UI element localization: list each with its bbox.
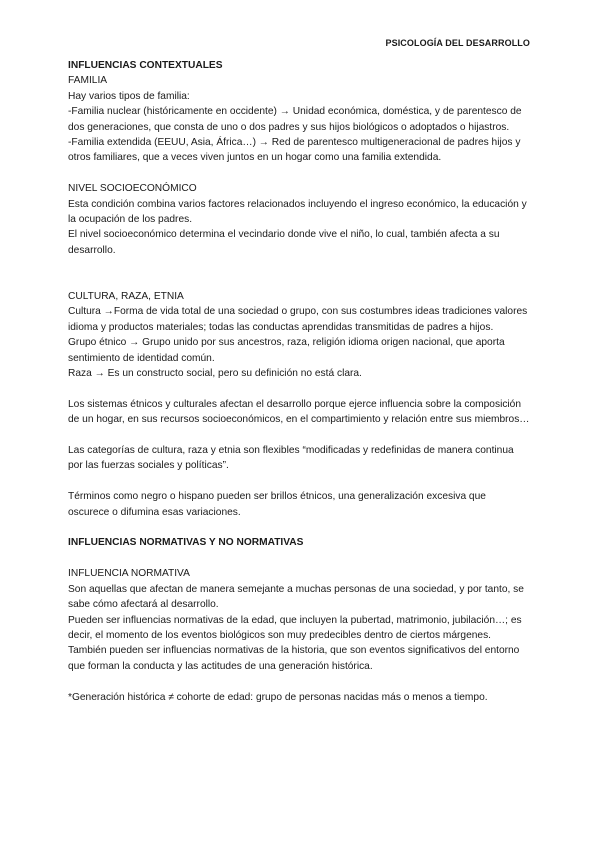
paragraph: Son aquellas que afectan de manera semejante a muchas personas de una sociedad, y por tanto, se sabe cómo afectará al desarrollo. [68,583,524,611]
paragraph: Cultura →Forma de vida total de una sociedad o grupo, con sus costumbres ideas tradiciones valores idioma y productos materiales; todas las conductas aprendidas transmitidas de padres a hijos. [68,306,528,333]
paragraph: -Familia extendida (EEUU, Asia, África…) → Red de parentesco multigeneracional de padres hijos y otros familiares, que a veces viven juntos en un hogar como una familia extendida. [68,137,521,164]
paragraph: Los sistemas étnicos y culturales afectan el desarrollo porque ejerce influencia sobre la composición de un hogar, en sus recursos socioeconómicos, en el compartimiento y relación entre sus miembros… [68,398,530,426]
paragraph: Pueden ser influencias normativas de la edad, que incluyen la pubertad, matrimonio, jubilación…; es decir, el momento de los eventos biológicos son muy predecibles dentro de ciertos márgenes. [68,614,522,641]
paragraph: Las categorías de cultura, raza y etnia son flexibles “modificadas y redefinidas de manera continua por las fuerzas sociales y políticas”. [68,445,514,472]
paragraph: Hay varios tipos de familia: [68,90,190,102]
section-title-contextuales: INFLUENCIAS CONTEXTUALES [68,60,223,71]
footnote: *Generación histórica ≠ cohorte de edad: grupo de personas nacidas más o menos a tiempo. [68,691,488,703]
paragraph: Grupo étnico → Grupo unido por sus ancestros, raza, religión idioma origen nacional, que aporta sentimiento de identidad común. [68,337,505,364]
subheading-nivel-socioeconomico: NIVEL SOCIOECONÓMICO [68,183,197,195]
paragraph: Esta condición combina varios factores relacionados incluyendo el ingreso económico, la educación y la ocupación de los padres. [68,198,527,226]
paragraph: Términos como negro o hispano pueden ser brillos étnicos, una generalización excesiva que oscurece o difumina esas variaciones. [68,491,486,518]
subheading-cultura-raza-etnia: CULTURA, RAZA, ETNIA [68,291,184,303]
paragraph: Raza → Es un constructo social, pero su definición no está clara. [68,368,362,380]
document-body [68,58,530,705]
paragraph: También pueden ser influencias normativas de la historia, que son eventos significativos del entorno que forman la conducta y las actitudes de una generación histórica. [68,645,520,672]
paragraph: El nivel socioeconómico determina el vecindario donde vive el niño, lo cual, también afecta a su desarrollo. [68,229,500,256]
page-header: PSICOLOGÍA DEL DESARROLLO [385,38,530,48]
section-title-normativas: INFLUENCIAS NORMATIVAS Y NO NORMATIVAS [68,537,304,549]
paragraph: -Familia nuclear (históricamente en occidente) → Unidad económica, doméstica, y de parentesco de dos generaciones, que consta de uno o dos padres y sus hijos biológicos o adoptados o hijastros. [68,106,522,133]
subheading-familia: FAMILIA [68,75,108,87]
subheading-influencia-normativa: INFLUENCIA NORMATIVA [68,568,190,580]
